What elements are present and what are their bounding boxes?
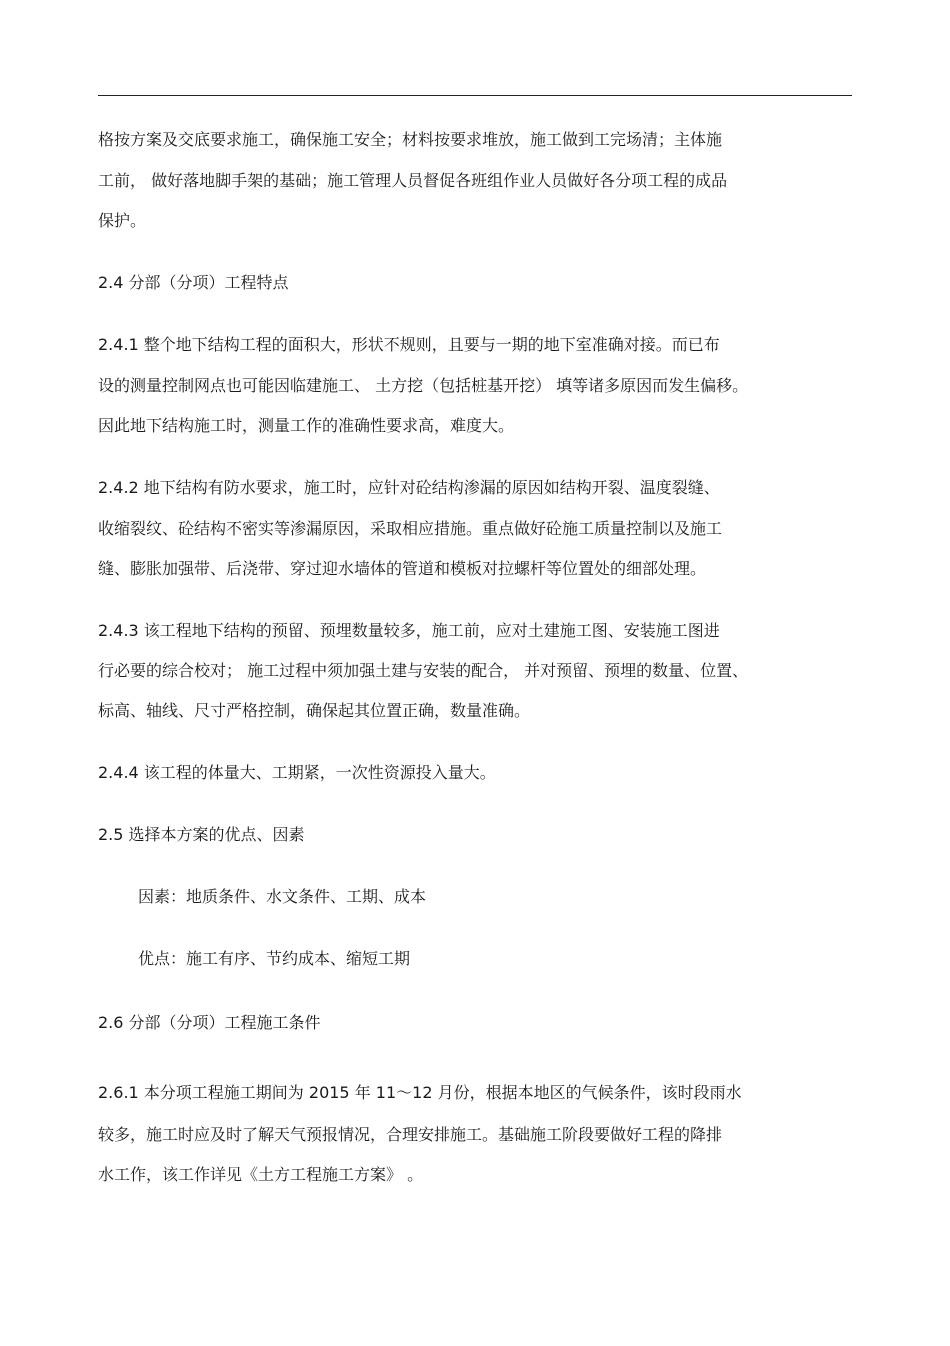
text-line: 格按方案及交底要求施工，确保施工安全；材料按要求堆放，施工做到工完场清；主体施 [98,130,723,149]
text-line: 水工作，该工作详见《土方工程施工方案》 。 [98,1165,424,1184]
text-line: 2.6.1 本分项工程施工期间为 2015 年 11～12 月份，根据本地区的气候条件，该时段雨水 [98,1083,742,1102]
text-line: 2.4.2 地下结构有防水要求，施工时，应针对砼结构渗漏的原因如结构开裂、温度裂缝、 [98,478,720,497]
text-line: 较多，施工时应及时了解天气预报情况，合理安排施工。基础施工阶段要做好工程的降排 [98,1125,723,1144]
section-heading: 2.5 选择本方案的优点、因素 [98,825,305,844]
text-line: 因素：地质条件、水文条件、工期、成本 [138,887,427,906]
text-line: 2.4.3 该工程地下结构的预留、预埋数量较多，施工前，应对土建施工图、安装施工图进 [98,621,720,640]
text-line: 保护。 [98,211,147,230]
text-line: 因此地下结构施工时，测量工作的准确性要求高，难度大。 [98,416,515,435]
section-heading: 2.6 分部（分项）工程施工条件 [98,1013,321,1032]
text-line: 缝、膨胀加强带、后浇带、穿过迎水墙体的管道和模板对拉螺杆等位置处的细部处理。 [98,559,707,578]
text-line: 2.4.1 整个地下结构工程的面积大，形状不规则，且要与一期的地下室准确对接。而已布 [98,335,720,354]
text-line: 2.4.4 该工程的体量大、工期紧，一次性资源投入量大。 [98,763,496,782]
text-line: 收缩裂纹、砼结构不密实等渗漏原因，采取相应措施。重点做好砼施工质量控制以及施工 [98,519,723,538]
text-line: 设的测量控制网点也可能因临建施工、 土方挖（包括桩基开挖） 填等诸多原因而发生偏移。 [98,376,749,395]
text-line: 行必要的综合校对； 施工过程中须加强土建与安装的配合， 并对预留、预埋的数量、位置、 [98,661,749,680]
header-rule [98,95,852,96]
text-line: 标高、轴线、尺寸严格控制，确保起其位置正确，数量准确。 [98,701,531,720]
text-line: 优点：施工有序、节约成本、缩短工期 [138,949,411,968]
text-line: 工前， 做好落地脚手架的基础；施工管理人员督促各班组作业人员做好各分项工程的成品 [98,171,728,190]
section-heading: 2.4 分部（分项）工程特点 [98,273,289,292]
